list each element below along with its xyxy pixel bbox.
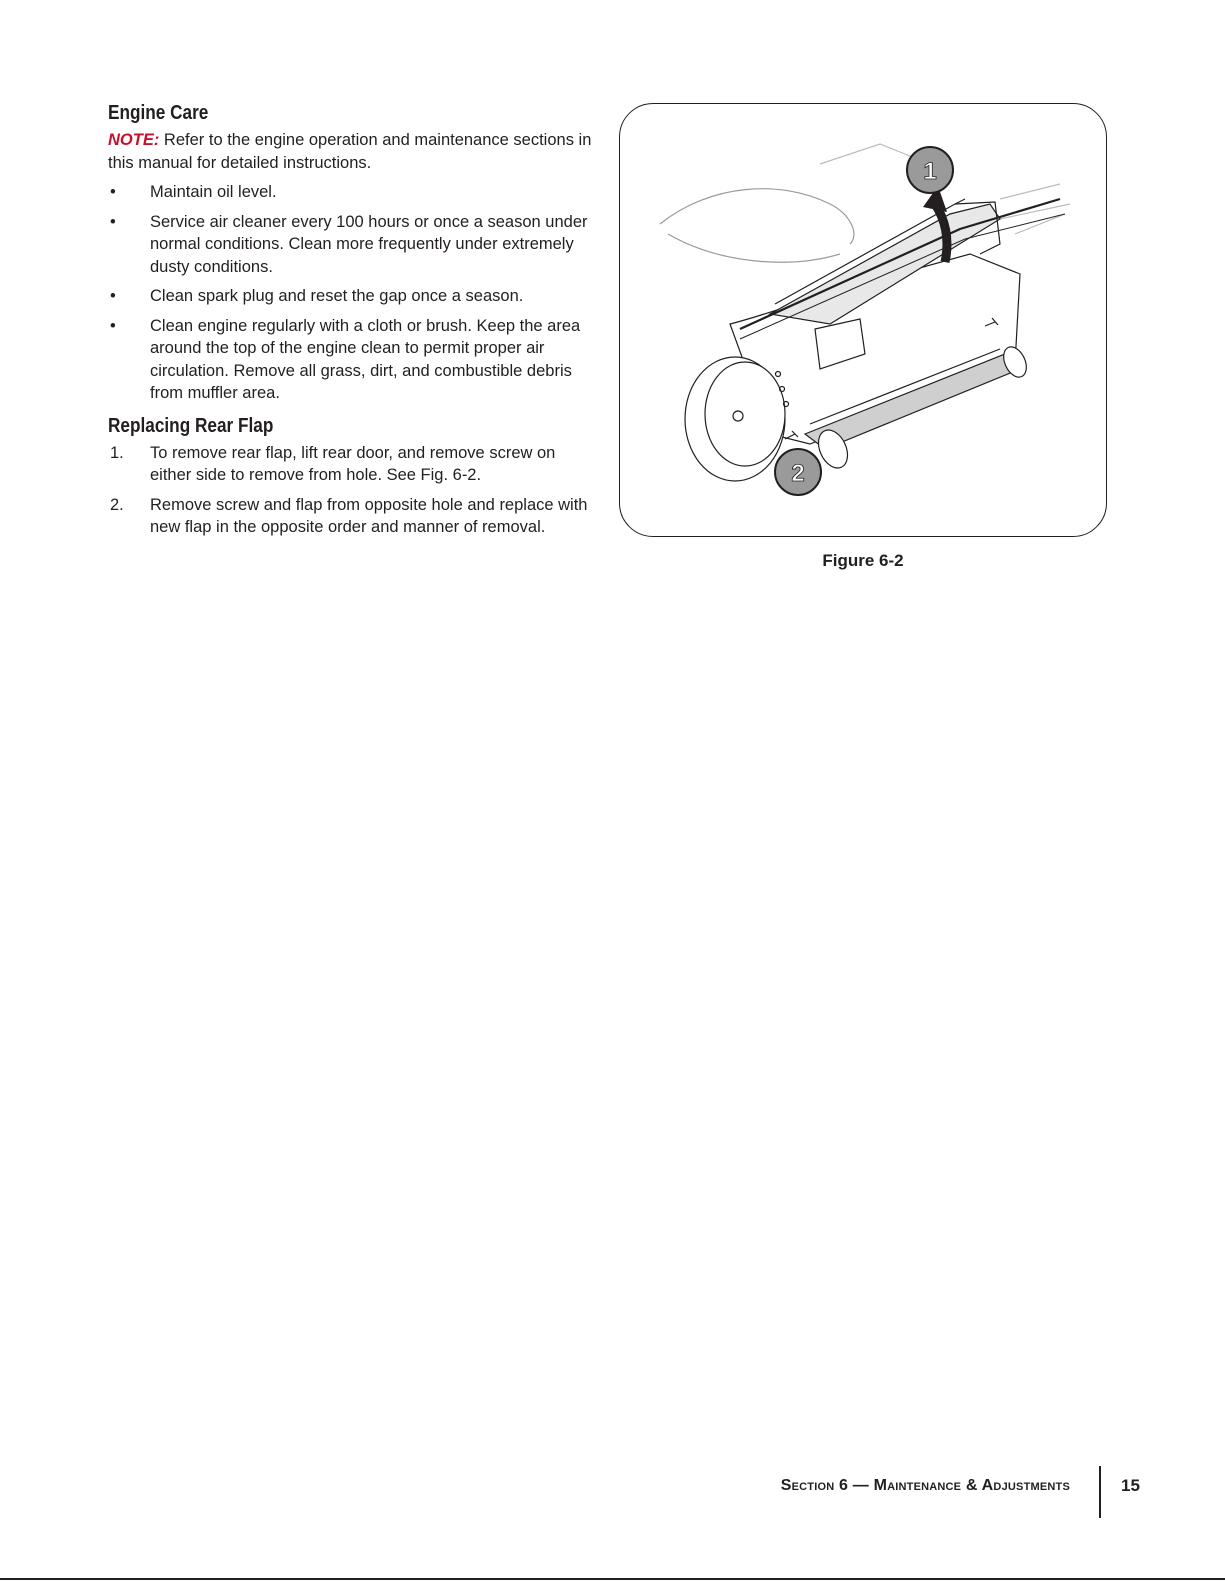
bullet-icon: • <box>110 287 116 305</box>
list-item <box>108 315 593 405</box>
page-bottom-border <box>0 1578 1225 1580</box>
engine-care-list <box>108 181 593 405</box>
bullet-icon: • <box>110 212 116 231</box>
engine-outline <box>660 189 854 244</box>
list-item-text: Service air cleaner every 100 hours or once a season under normal conditions. Clean more frequently under extremely dusty conditions. <box>150 212 588 276</box>
figure-6-2 <box>619 103 1107 537</box>
step-item <box>108 494 593 539</box>
handle-outline <box>1015 214 1065 234</box>
rear-flap-heading: Replacing Rear Flap <box>108 414 274 437</box>
wheel-rim <box>705 362 785 466</box>
step-text: Remove screw and flap from opposite hole and replace with new flap in the opposite order and manner of removal. <box>150 495 588 536</box>
engine-care-heading: Engine Care <box>108 102 209 124</box>
engine-care-note <box>108 129 593 175</box>
step-number: 2. <box>110 495 124 514</box>
callout-2 <box>775 449 821 495</box>
page-number: 15 <box>1121 1476 1140 1495</box>
note-text: Refer to the engine operation and maintenance sections in this manual for detailed instructions. <box>108 131 592 172</box>
step-item <box>108 442 593 487</box>
engine-outline <box>668 234 840 262</box>
step-text: To remove rear flap, lift rear door, and remove screw on either side to remove from hole. See Fig. 6-2. <box>150 443 556 484</box>
footer-section-title: Section 6 — Maintenance & Adjustments <box>780 1477 1070 1494</box>
note-label: NOTE: <box>108 131 160 149</box>
rear-flap-illustration <box>620 104 1107 537</box>
rear-flap-steps <box>108 442 593 539</box>
list-item-text: Clean engine regularly with a cloth or brush. Keep the area around the top of the engine clean to permit proper air circulation. Remove all grass, dirt, and combustible debris from muffler area. <box>150 316 581 402</box>
list-item-text: Maintain oil level. <box>150 183 277 201</box>
step-number: 1. <box>110 443 124 462</box>
figure-caption: Figure 6-2 <box>822 551 904 570</box>
bullet-icon: • <box>110 316 116 335</box>
list-item <box>108 181 593 204</box>
callout-2-label: 2 <box>791 460 805 487</box>
list-item <box>108 211 593 279</box>
list-item <box>108 285 593 308</box>
bullet-icon: • <box>110 183 116 201</box>
left-column <box>108 102 593 546</box>
list-item-text: Clean spark plug and reset the gap once a season. <box>150 287 524 305</box>
handle-outline <box>1000 184 1060 199</box>
callout-1 <box>907 147 953 193</box>
callout-1-label: 1 <box>923 158 937 185</box>
footer-divider <box>1099 1466 1101 1518</box>
